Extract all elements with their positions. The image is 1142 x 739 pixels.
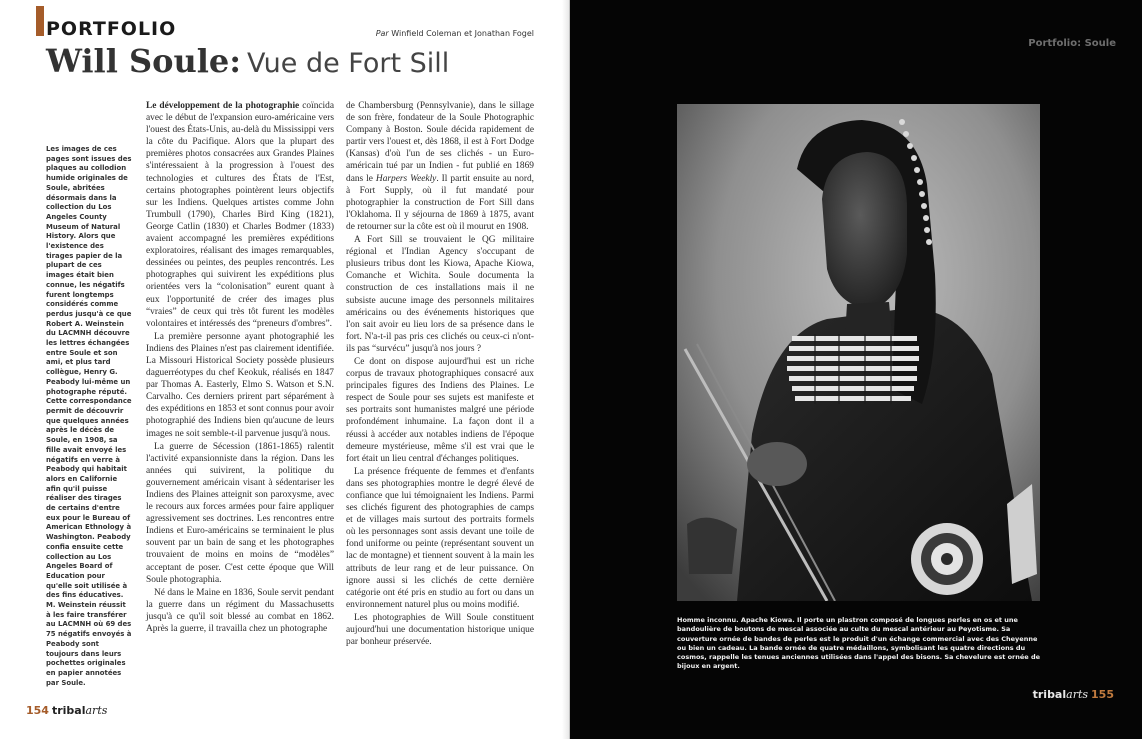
magazine-brand xyxy=(1033,688,1088,701)
title-sub: Vue de Fort Sill xyxy=(247,48,450,79)
sidebar-paragraph: Les images de ces pages sont issues des plaques au collodion humide originales de Soule, abritées désormais dans la collection du Los Angeles County Museum of Natural History. Alors que l'existence des tirages papier de la plupart de ces images était bien connue, les négatifs furent longtemps considérés comme perdus jusqu'à ce que Robert A. Weinstein du LACMNH découvre les lettres échangées entre Soule et son ami, et plus tard collègue, Henry G. Peabody lui-même un photographe réputé. Cette correspondance permit de découvrir que quelques années après le décès de Soule, en 1908, sa fille avait envoyé les négatifs en verre à Peabody qui habitait alors en Californie afin qu'il puisse réaliser des tirages de certains d'entre eux pour le Bureau of American Ethnology à Washington. Peabody confia ensuite cette collection au Los Angeles Board of Education pour qu'elle soit utilisée à des fins éducatives. xyxy=(46,145,132,600)
body-paragraph: Ce dont on dispose aujourd'hui est un riche corpus de travaux photographiques consacré aux principales figures des Indiens des Plaines. Le respect de Soule pour ses sujets est manifeste et ses portraits sont humanistes malgré une période profondément inhumaine. La façon dont il a réussi à accéder aux notables indiens de l'époque demeure mystérieuse, même s'il est vrai que le fort était un lieu central d'échanges politiques. xyxy=(346,356,534,464)
section-label: PORTFOLIO xyxy=(46,18,177,40)
page-number: 154 xyxy=(26,704,49,717)
paragraph-text: coïncida avec le début de l'expansion euro-américaine vers l'ouest des États-Unis, au-delà du Mississippi vers la côte du Pacifique. Alors que la plupart des premières photos consacrées aux Grandes Plaines s'intéressaient à la progression à l'ouest des technologies et cultures des États de l'Est, certains photographes pointèrent leurs objectifs sur les Indiens. Quelques artistes comme John Trumbull (1790), Charles Bird King (1821), George Catlin (1830) et Charles Bodmer (1833) avaient accompagné les premières expéditions exploratoires, réalisant des images remarquables, dessinées ou peintes, des peuples rencontrés. Les photographes qui suivirent les expéditions plus orientées vers la “colonisation” eurent quant à eux l'opportunité de créer des images plus “vraies” de ceux qui très tôt furent les modèles volontaires et intéressés des “preneurs d'ombres”. xyxy=(146,101,334,329)
brand-bold: tribal xyxy=(51,704,86,717)
sidebar-paragraph: M. Weinstein réussit à les faire transférer au LACMNH où 69 des 75 négatifs envoyés à Peabody sont toujours dans leurs pochettes originales en papier annotées par Soule. xyxy=(46,601,132,687)
beaded-medallion xyxy=(911,523,983,595)
body-paragraph: Les photographies de Will Soule constituent aujourd'hui une documentation historique unique par bonheur préservée. xyxy=(346,612,534,648)
paragraph-text: de Chambersburg (Pennsylvanie), dans le sillage de son frère, fondateur de la Soule Photographic Company à Boston. Soule décida rapidement de partir vers l'ouest et, dès 1868, il est à Fort Dodge (Kansas) d'où l'un de ses clichés - un Euro-américain tué par un Indien - fut publié en 1869 dans le xyxy=(346,101,534,184)
running-head: Portfolio: Soule xyxy=(1028,38,1116,49)
portrait-photo xyxy=(677,104,1040,601)
photo-caption: Homme inconnu. Apache Kiowa. Il porte un plastron composé de longues perles en os et une bandoulière de boutons de mescal associée au culte du mescal antérieur au Peyotisme. Sa couverture ornée de bandes de perles est le produit d'un échange commercial avec des Cheyenne ou bien un cadeau. La bande ornée de quatre médaillons, symbolisant les quatre directions du cosmos, rappelle les tenues anciennes utilisées dans l'appel des bisons. Sa chevelure est ornée de bijoux en argent. xyxy=(677,616,1041,671)
body-paragraph: La première personne ayant photographié les Indiens des Plaines n'est pas clairement identifiée. La Missouri Historical Society possède plusieurs daguerréotypes du chef Keokuk, réalisés en 1847 par Thomas A. Easterly, Elmo S. Watson et S.N. Carvalho. Ces derniers prirent part séparément à des expéditions en 1853 et sont connus pour avoir photographié des Indiens bien qu'aucune de leurs images ne soit semble-t-il parvenue jusqu'à nous. xyxy=(146,331,334,439)
sidebar-text xyxy=(46,145,132,688)
byline-prefix: Par xyxy=(375,29,389,38)
body-column-1 xyxy=(146,100,334,636)
paragraph-text: . Il partit ensuite au nord, à Fort Supply, où il fut mandaté pour photographier la construction de Fort Sill dans l'Oklahoma. Il y séjourna de 1869 à 1875, avant de retourner sur la côte est où il mourut en 1908. xyxy=(346,173,535,232)
publication-name: Harpers Weekly xyxy=(375,173,437,184)
brand-bold: tribal xyxy=(1032,688,1067,701)
title-main: Will Soule: xyxy=(46,42,242,80)
left-page xyxy=(0,0,570,739)
body-paragraph: A Fort Sill se trouvaient le QG militaire régional et l'Indian Agency s'occupant de plusieurs tribus dont les Kiowa, Apache Kiowa, Comanche et Wichita. Soule documenta la construction de ces installations mais il ne subsiste aucune image des personnels militaires américains ou des événements historiques que l'on sait avoir eu lieu lors de sa présence dans le fort. N'a-t-il pas pris ces clichés ou ceux-ci n'ont-ils pas “survécu” jusqu'à nos jours ? xyxy=(346,235,534,354)
byline-names: Winfield Coleman et Jonathan Fogel xyxy=(391,29,534,38)
body-paragraph xyxy=(346,100,534,233)
page-number: 155 xyxy=(1091,688,1114,701)
article-title xyxy=(46,42,449,80)
section-marker xyxy=(36,6,44,36)
right-page xyxy=(570,0,1142,739)
magazine-brand xyxy=(52,704,107,717)
brand-italic: arts xyxy=(85,704,108,717)
page-folio-right xyxy=(1033,688,1114,701)
body-paragraph xyxy=(146,100,334,330)
page-folio-left xyxy=(26,704,107,717)
brand-italic: arts xyxy=(1066,688,1089,701)
body-paragraph: La présence fréquente de femmes et d'enfants dans ses photographies montre le degré élevé de confiance que lui témoignaient les Indiens. Parmi ses clichés figurent des photographies de camps et de villages mais surtout des portraits formels où les personnages sont assis devant une toile de fond uniforme ou peinte (représentant souvent un lac de montagne) et tiennent souvent à la main les attributs de leur rang et de leur puissance. On ignore aussi si les clichés de cette dernière catégorie ont été pris en studio au fort ou dans un environnement naturel plus ou moins modifié. xyxy=(346,466,534,610)
body-paragraph: Né dans le Maine en 1836, Soule servit pendant la guerre dans un régiment du Massachusetts jusqu'à ce qu'il soit blessé au combat en 1862. Après la guerre, il travailla chez un photographe xyxy=(146,587,334,635)
byline xyxy=(376,29,534,38)
body-paragraph: La guerre de Sécession (1861-1865) ralentit l'activité expansionniste dans la région. Dans les années qui suivirent, la politique du gouvernement américain visant à sédentariser les Indiens des Plaines atteignit son paroxysme, avec le recours aux forces armées pour faire appliquer agressivement ses doctrines. Les rencontres entre Indiens et Euro-américains se terminaient le plus souvent par un bain de sang et les photographes trouvaient de moins en moins de “modèles” acceptant de poser. C'est cette époque que Will Soule photographia. xyxy=(146,441,334,585)
column-heading: Le développement de la photographie xyxy=(146,101,300,111)
body-column-2 xyxy=(346,100,534,649)
